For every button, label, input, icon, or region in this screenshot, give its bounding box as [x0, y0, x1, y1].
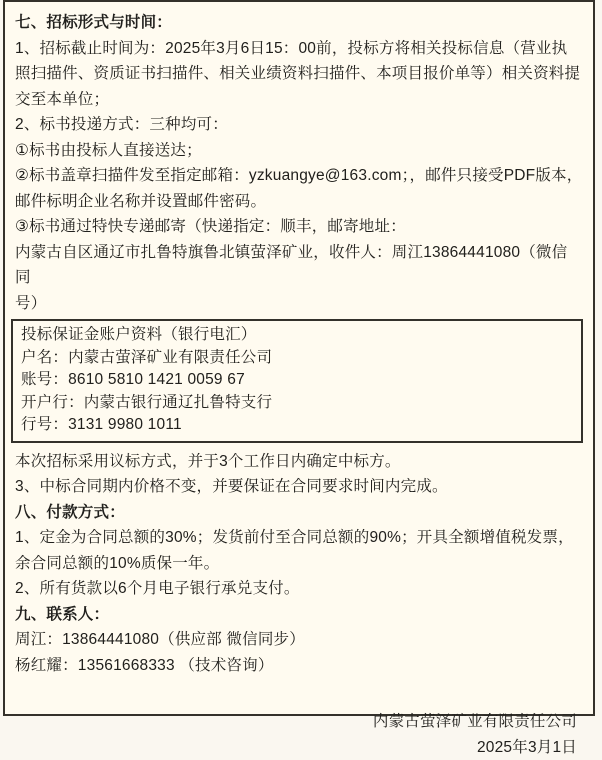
payment-term-2: 2、所有货款以6个月电子银行承兑支付。	[15, 580, 300, 598]
delivery-address-continuation: 号）	[15, 294, 47, 312]
section-7-heading: 七、招标形式与时间：	[15, 14, 173, 31]
award-method-note: 本次招标采用议标方式，并于3个工作日内确定中标方。	[15, 452, 401, 470]
signoff-company: 内蒙古萤泽矿业有限责任公司	[372, 713, 577, 731]
account-name-row: 户名：内蒙古萤泽矿业有限责任公司	[21, 348, 273, 366]
delivery-address-line: 内蒙古自区通辽市扎鲁特旗鲁北镇萤泽矿业，收件人：周江13864441080（微信同	[15, 243, 568, 286]
payment-term-1: 1、定金为合同总额的30%；发货前付至合同总额的90%；开具全额增值税发票，余合同总额的10%质保一年。	[15, 529, 574, 572]
signoff-date: 2025年3月1日	[476, 738, 577, 756]
tender-notice-page	[3, 0, 595, 756]
delivery-option-1: ①标书由投标人直接送达；	[15, 141, 202, 159]
contact-zhoujiang: 周江：13864441080（供应部 微信同步）	[15, 631, 305, 649]
contact-yanghongyao: 杨红耀：13561668333 （技术咨询）	[15, 656, 274, 674]
delivery-option-2: ②标书盖章扫描件发至指定邮箱：yzkuangye@163.com；，邮件只接受PDF版本，邮件标明企业名称并设置邮件密码。	[15, 167, 583, 210]
section-8-heading: 八、付款方式：	[15, 503, 125, 521]
tender-deadline-item: 1、招标截止时间为：2025年3月6日15：00前，投标方将相关投标信息（营业执照扫描件、资质证书扫描件、相关业绩资料扫描件、本项目报价单等）相关资料提交至本单位；	[15, 39, 581, 108]
deposit-account-box	[11, 319, 583, 443]
account-number-row: 账号：8610 5810 1421 0059 67	[21, 371, 245, 389]
section-9-heading: 九、联系人：	[15, 605, 110, 623]
price-guarantee-item: 3、中标合同期内价格不变，并要保证在合同要求时间内完成。	[15, 478, 448, 496]
delivery-option-3: ③标书通过特快专递邮寄（快递指定：顺丰，邮寄地址：	[15, 218, 406, 235]
bank-code-row: 行号：3131 9980 1011	[21, 416, 182, 434]
bank-name-row: 开户行：内蒙古银行通辽扎鲁特支行	[21, 393, 273, 411]
deposit-box-title: 投标保证金账户资料（银行电汇）	[21, 326, 257, 343]
submission-methods-item: 2、标书投递方式：三种均可：	[15, 116, 228, 133]
signoff-block	[15, 709, 583, 760]
